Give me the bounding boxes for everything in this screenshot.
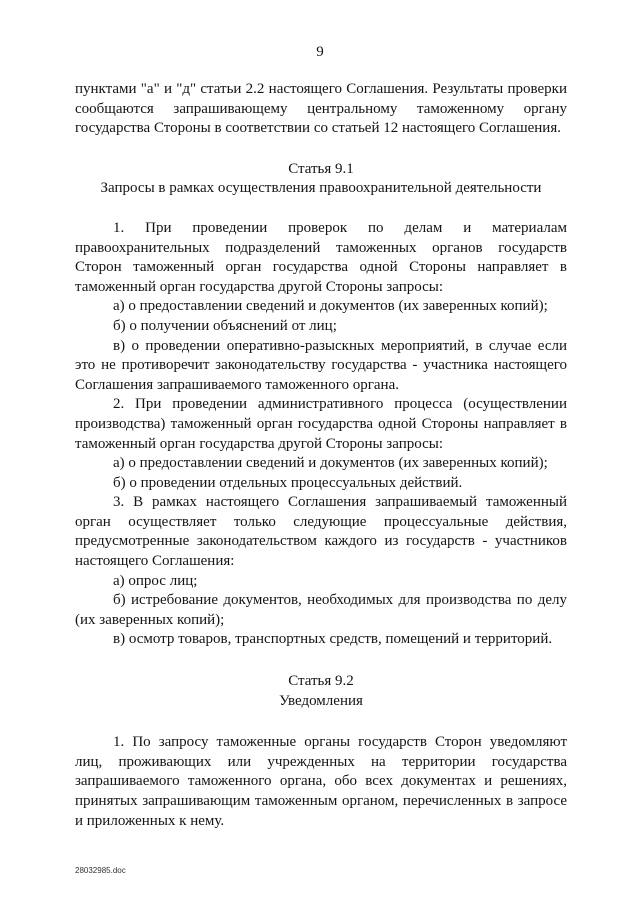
article-9-1-clause-1-b: б) о получении объяснений от лиц; <box>113 317 337 334</box>
article-9-1-clause-1-c: в) о проведении оперативно-разыскных мероприятий, в случае если это не противоречит законодательству государства - участника настоящего Соглашения запрашиваемого таможенного органа. <box>75 337 567 393</box>
page-number: 9 <box>316 44 324 60</box>
intro-paragraph: пунктами "а" и "д" статьи 2.2 настоящего Соглашения. Результаты проверки сообщаются запрашивающему центральному таможенному органу государства Стороны в соответствии со статьей 12 настоящего Соглашения. <box>75 81 567 137</box>
article-9-2-clause-1: 1. По запросу таможенные органы государств Сторон уведомляют лиц, проживающих или учрежденных на территории государства запрашиваемого таможенного органа, обо всех документах и решениях, принятых запрашивающим таможенным органом, перечисленных в запросе и приложенных к нему. <box>75 734 567 829</box>
document-body <box>75 80 567 831</box>
article-9-1-heading: Статья 9.1 <box>288 160 354 177</box>
file-name-footer: 28032985.doc <box>75 866 126 875</box>
article-9-1-clause-3-c: в) осмотр товаров, транспортных средств, помещений и территорий. <box>113 631 553 648</box>
article-9-1-clause-2: 2. При проведении административного процесса (осуществлении производства) таможенный орган государства одной Стороны направляет в таможенный орган государства другой Стороны запросы: <box>75 396 567 452</box>
article-9-1-clause-2-b: б) о проведении отдельных процессуальных действий. <box>113 474 463 491</box>
article-9-2-heading: Статья 9.2 <box>288 673 354 690</box>
article-9-2 <box>75 672 567 831</box>
article-9-1-clause-3-b: б) истребование документов, необходимых для производства по делу (их заверенных копий); <box>75 592 567 628</box>
article-9-1-clause-3: 3. В рамках настоящего Соглашения запрашиваемый таможенный орган осуществляет только следующие процессуальные действия, предусмотренные законодательством каждого из государств - участников настоящего Соглашения: <box>75 494 567 570</box>
article-9-1-clause-2-a: а) о предоставлении сведений и документов (их заверенных копий); <box>113 455 548 472</box>
article-9-1-clause-3-a: а) опрос лиц; <box>113 572 198 589</box>
article-9-1-clause-1: 1. При проведении проверок по делам и материалам правоохранительных подразделений таможенных органов государств Сторон таможенный орган государства одной Стороны направляет в таможенный орган государства другой Стороны запросы: <box>75 219 567 295</box>
article-9-2-title: Уведомления <box>279 692 363 709</box>
article-9-1 <box>75 160 567 650</box>
article-9-1-title: Запросы в рамках осуществления правоохранительной деятельности <box>100 180 542 197</box>
article-9-1-clause-1-a: а) о предоставлении сведений и документов (их заверенных копий); <box>113 298 548 315</box>
